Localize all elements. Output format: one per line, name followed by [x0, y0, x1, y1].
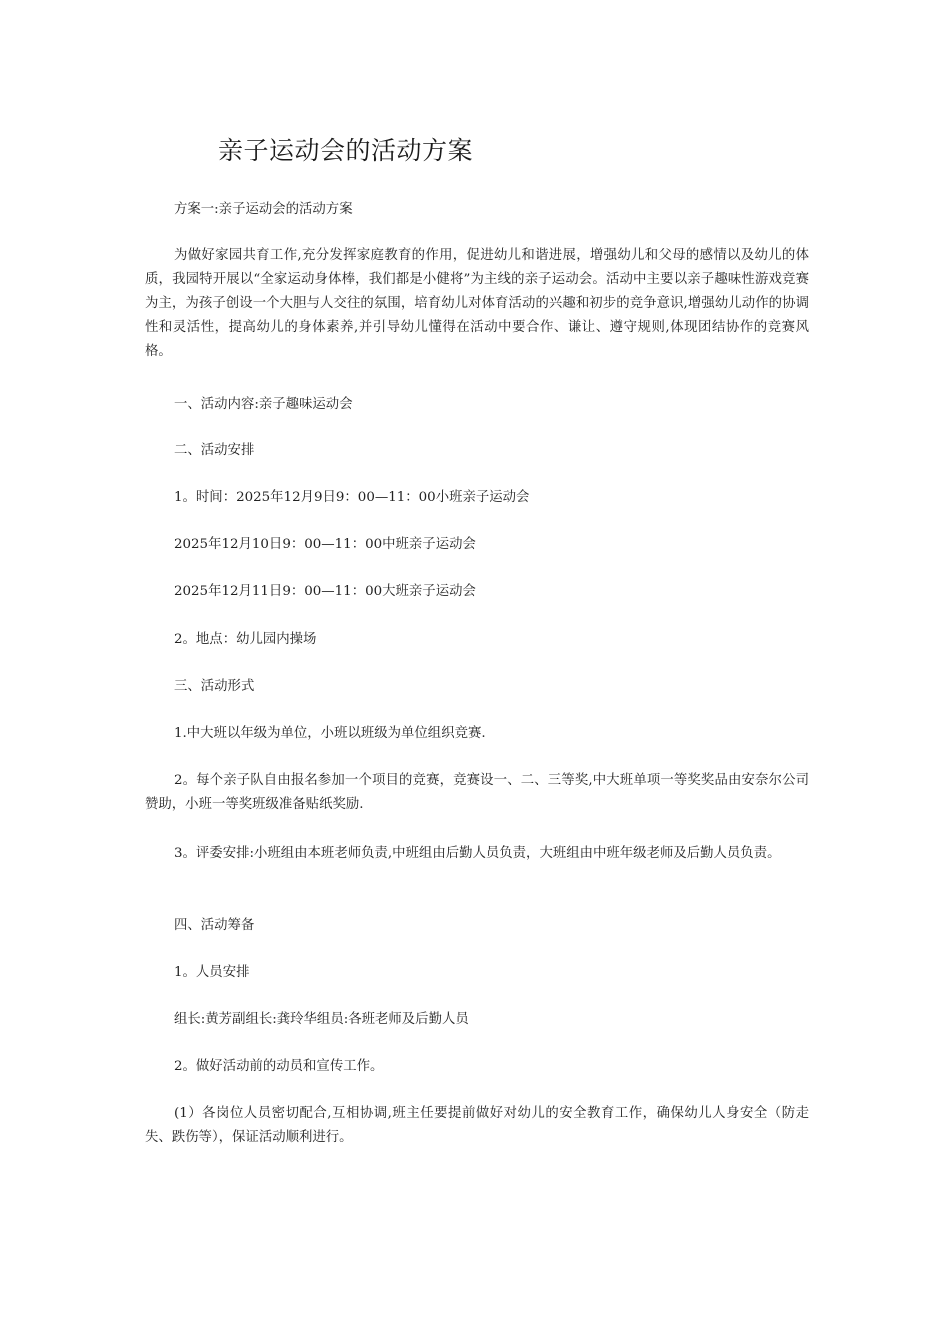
paragraph-location: 2。地点：幼儿园内操场 [174, 632, 317, 647]
paragraph-mobilization: 2。做好活动前的动员和宣传工作。 [174, 1059, 384, 1074]
document-title: 亲子运动会的活动方案 [218, 136, 474, 165]
paragraph-schedule-large: 2025年12月11日9：00—11：00大班亲子运动会 [174, 584, 476, 599]
paragraph-staff-list: 组长:黄芳副组长:龚玲华组员:各班老师及后勤人员 [174, 1012, 469, 1027]
paragraph-intro: 为做好家园共育工作,充分发挥家庭教育的作用，促进幼儿和谐进展，增强幼儿和父母的感情以及幼儿的体质，我园特开展以“全家运动身体棒，我们都是小健将”为主线的亲子运动会。活动中主要以亲子趣味性游戏竞赛为主，为孩子创设一个大胆与人交往的氛围，培育幼儿对体育活动的兴趣和初步的竞争意识,增强幼儿动作的协调性和灵活性，提高幼儿的身体素养,并引导幼儿懂得在活动中要合作、谦让、遵守规则,体现团结协作的竞赛风格。 [145, 248, 809, 359]
paragraph-schedule-small: 1。时间：2025年12月9日9：00—11：00小班亲子运动会 [174, 490, 530, 505]
paragraph-section-four: 四、活动筹备 [174, 918, 255, 933]
paragraph-plan-one-heading: 方案一:亲子运动会的活动方案 [174, 202, 353, 217]
paragraph-safety: (1）各岗位人员密切配合,互相协调,班主任要提前做好对幼儿的安全教育工作，确保幼儿人身安全（防走失、跌伤等），保证活动顺利进行。 [145, 1106, 809, 1145]
paragraph-form-three: 3。评委安排:小班组由本班老师负责,中班组由后勤人员负责，大班组由中班年级老师及后勤人员负责。 [174, 846, 781, 861]
paragraph-form-one: 1.中大班以年级为单位，小班以班级为单位组织竞赛. [174, 726, 486, 741]
paragraph-section-one: 一、活动内容:亲子趣味运动会 [174, 397, 353, 412]
paragraph-section-three: 三、活动形式 [174, 679, 255, 694]
paragraph-section-two: 二、活动安排 [174, 443, 255, 458]
paragraph-form-two: 2。每个亲子队自由报名参加一个项目的竞赛，竞赛设一、二、三等奖,中大班单项一等奖奖品由安奈尔公司赞助，小班一等奖班级准备贴纸奖励. [145, 773, 809, 812]
paragraph-staff-heading: 1。人员安排 [174, 965, 250, 980]
paragraph-schedule-middle: 2025年12月10日9：00—11：00中班亲子运动会 [174, 537, 476, 552]
